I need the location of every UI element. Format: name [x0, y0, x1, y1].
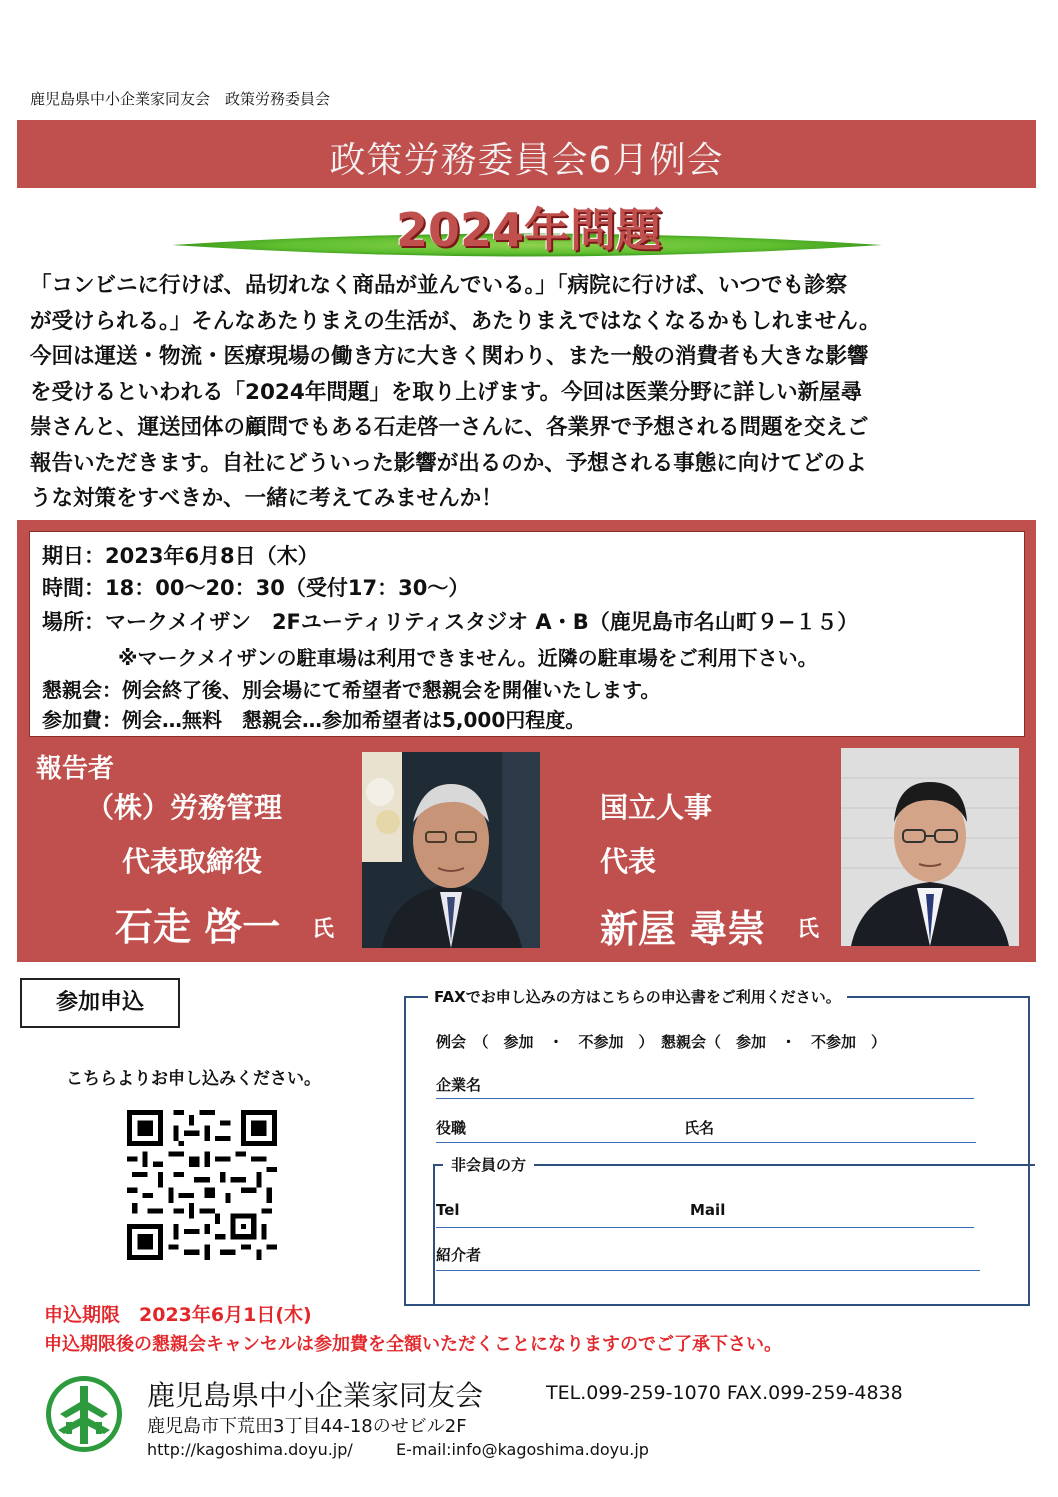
application-qr-code[interactable]	[127, 1110, 277, 1260]
presenters-heading: 報告者	[36, 754, 115, 784]
referrer-label: 紹介者	[436, 1246, 482, 1264]
event-subtitle: 2024年問題	[395, 203, 663, 257]
intro-paragraph	[30, 268, 1030, 517]
presenter1-role: 代表取締役	[122, 845, 263, 878]
application-deadline: 申込期限 2023年6月1日(木)	[44, 1304, 312, 1326]
non-member-section	[433, 1156, 1035, 1306]
event-place: 場所：マークメイザン 2Fユーティリティスタジオ A・B（鹿児島市名山町９−１５）	[42, 610, 859, 634]
presenter1-honorific: 氏	[312, 917, 335, 942]
footer-address: 鹿児島市下荒田3丁目44-18のせビル2F	[147, 1416, 467, 1437]
footer-website-link[interactable]: http://kagoshima.doyu.jp/	[147, 1440, 353, 1459]
position-name-field[interactable]	[436, 1142, 976, 1143]
presenter2-company: 国立人事	[600, 791, 713, 824]
company-name-label: 企業名	[436, 1076, 482, 1094]
footer-tel-fax: TEL.099-259-1070 FAX.099-259-4838	[546, 1382, 903, 1404]
attendance-options[interactable]: 例会 （ 参加 ・ 不参加 ） 懇親会（ 参加 ・ 不参加 ）	[436, 1033, 887, 1051]
intro-line: を受けるといわれる「2024年問題」を取り上げます。今回は医業分野に詳しい新屋尋	[30, 379, 863, 405]
mail-label: Mail	[690, 1201, 726, 1219]
cancellation-note: 申込期限後の懇親会キャンセルは参加費を全額いただくことになりますのでご了承下さい。	[44, 1334, 782, 1355]
person-name-label: 氏名	[684, 1119, 715, 1137]
intro-line: 今回は運送・物流・医療現場の働き方に大きく関わり、また一般の消費者も大きな影響	[30, 344, 869, 369]
company-name-field[interactable]	[436, 1098, 974, 1099]
footer-organization-name: 鹿児島県中小企業家同友会	[147, 1379, 484, 1412]
tel-mail-field[interactable]	[436, 1227, 974, 1228]
apply-label-box: 参加申込	[20, 978, 180, 1028]
doyukai-logo	[44, 1374, 124, 1454]
presenter2-role: 代表	[600, 845, 657, 878]
presenter1-name: 石走 啓一	[115, 905, 281, 949]
parking-note: ※マークメイザンの駐車場は利用できません。近隣の駐車場をご利用下さい。	[118, 646, 818, 670]
event-date: 期日：2023年6月8日（木）	[42, 544, 319, 568]
org-committee-header: 鹿児島県中小企業家同友会 政策労務委員会	[30, 90, 331, 108]
event-details-box	[29, 531, 1025, 737]
party-info: 懇親会：例会終了後、別会場にて希望者で懇親会を開催いたします。	[42, 678, 661, 702]
fax-form-title: FAXでお申し込みの方はこちらの申込書をご利用ください。	[428, 986, 847, 1007]
intro-line: 崇さんと、運送団体の顧問でもある石走啓一さんに、各業界で予想される問題を交えご	[30, 415, 869, 440]
apply-instruction: こちらよりお申し込みください。	[66, 1069, 321, 1089]
presenter2-name: 新屋 尋崇	[600, 907, 766, 951]
position-label: 役職	[436, 1119, 467, 1137]
presenter2-photo	[841, 748, 1019, 946]
presenter2-honorific: 氏	[797, 917, 820, 942]
intro-line: 「コンビニに行けば、品切れなく商品が並んでいる。」「病院に行けば、いつでも診察	[30, 273, 848, 298]
event-title: 政策労務委員会6月例会	[329, 140, 724, 181]
fax-application-form	[404, 988, 1030, 1306]
referrer-field[interactable]	[436, 1270, 980, 1271]
intro-line: うな対策をすべきか、一緒に考えてみませんか！	[30, 486, 503, 511]
fee-info: 参加費：例会…無料 懇親会…参加希望者は5,000円程度。	[42, 708, 586, 732]
intro-line: が受けられる。」そんなあたりまえの生活が、あたりまえではなくなるかもしれません。	[30, 308, 881, 334]
title-banner	[17, 120, 1036, 188]
tel-label: Tel	[436, 1201, 460, 1219]
footer-email-link[interactable]: E-mail:info@kagoshima.doyu.jp	[396, 1440, 649, 1459]
intro-line: 報告いただきます。自社にどういった影響が出るのか、予想される事態に向けてどのよ	[30, 450, 867, 476]
presenter1-company: （株）労務管理	[86, 791, 283, 824]
presenter1-photo	[362, 752, 540, 948]
event-time: 時間：18：00～20：30（受付17：30～）	[42, 576, 470, 600]
non-member-title: 非会員の方	[443, 1154, 534, 1175]
